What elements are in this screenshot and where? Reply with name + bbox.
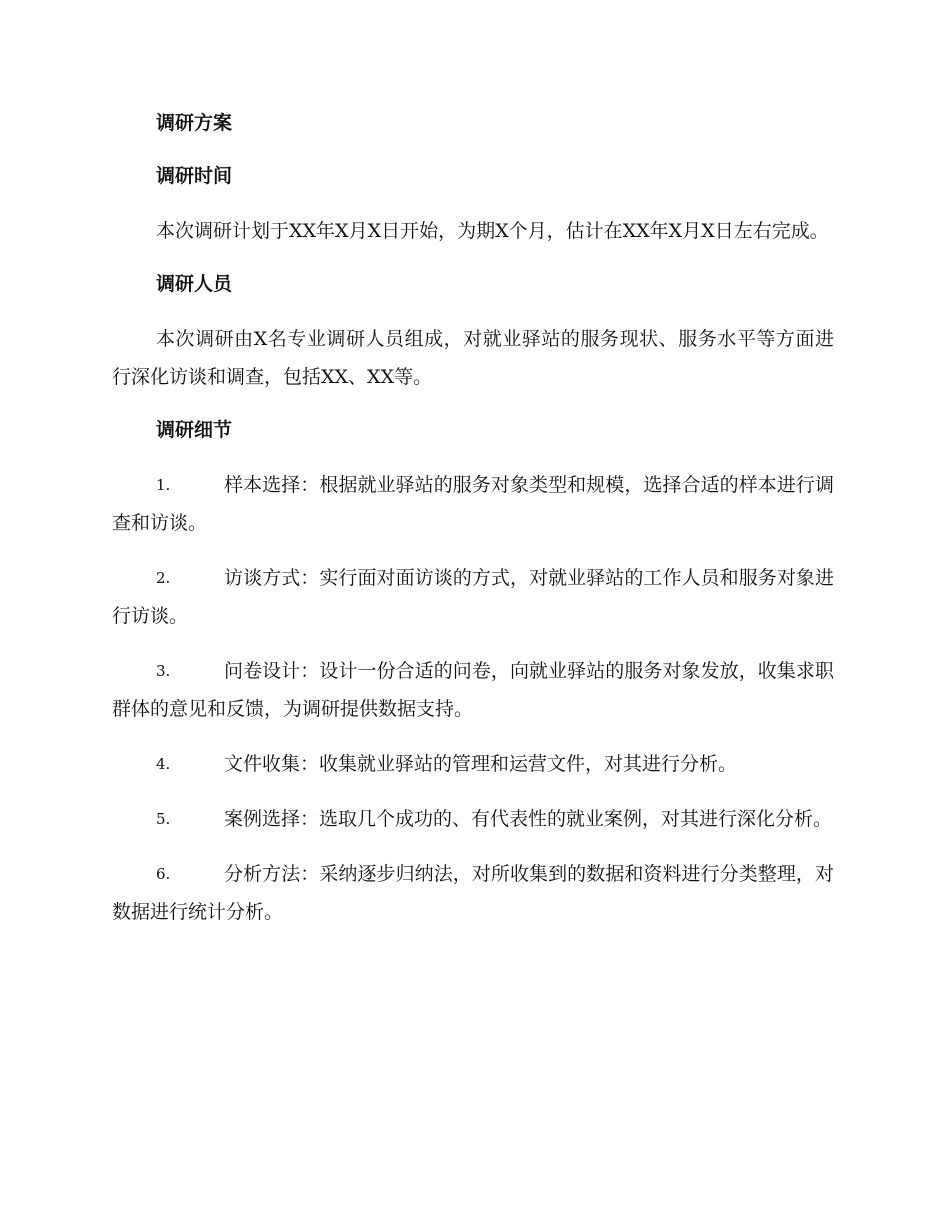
details-heading: 调研细节 [156,419,233,441]
time-paragraph: 本次调研计划于XX年X月X日开始，为期X个月，估计在XX年X月X日左右完成。 [156,220,829,242]
list-item-text: 文件收集：收集就业驿站的管理和运营文件，对其进行分析。 [224,753,738,775]
list-item-number: 5. [156,810,171,828]
list-item-text: 分析方法：采纳逐步归纳法，对所收集到的数据和资料进行分类整理，对数据进行统计分析。 [112,863,834,923]
list-item [112,559,834,635]
list-item-text: 样本选择：根据就业驿站的服务对象类型和规模，选择合适的样本进行调查和访谈。 [112,474,834,534]
document-page [112,106,834,948]
list-item-number: 3. [156,662,171,680]
list-item [112,745,834,783]
list-item-number: 1. [156,476,171,494]
document-title: 调研方案 [156,112,233,134]
list-item-text: 问卷设计：设计一份合适的问卷，向就业驿站的服务对象发放，收集求职群体的意见和反馈，为调研提供数据支持。 [112,660,834,720]
staff-paragraph: 本次调研由X名专业调研人员组成，对就业驿站的服务现状、服务水平等方面进行深化访谈和调查，包括XX、XX等。 [112,328,834,388]
list-item [112,652,834,728]
list-item-text: 访谈方式：实行面对面访谈的方式，对就业驿站的工作人员和服务对象进行访谈。 [112,567,834,627]
list-item-text: 案例选择：选取几个成功的、有代表性的就业案例，对其进行深化分析。 [224,808,833,830]
time-heading: 调研时间 [156,165,233,187]
list-item-number: 4. [156,755,171,773]
list-item-number: 2. [156,569,171,587]
staff-heading: 调研人员 [156,273,233,295]
list-item [112,855,834,931]
list-item [112,466,834,542]
list-item [112,800,834,838]
list-item-number: 6. [156,865,171,883]
